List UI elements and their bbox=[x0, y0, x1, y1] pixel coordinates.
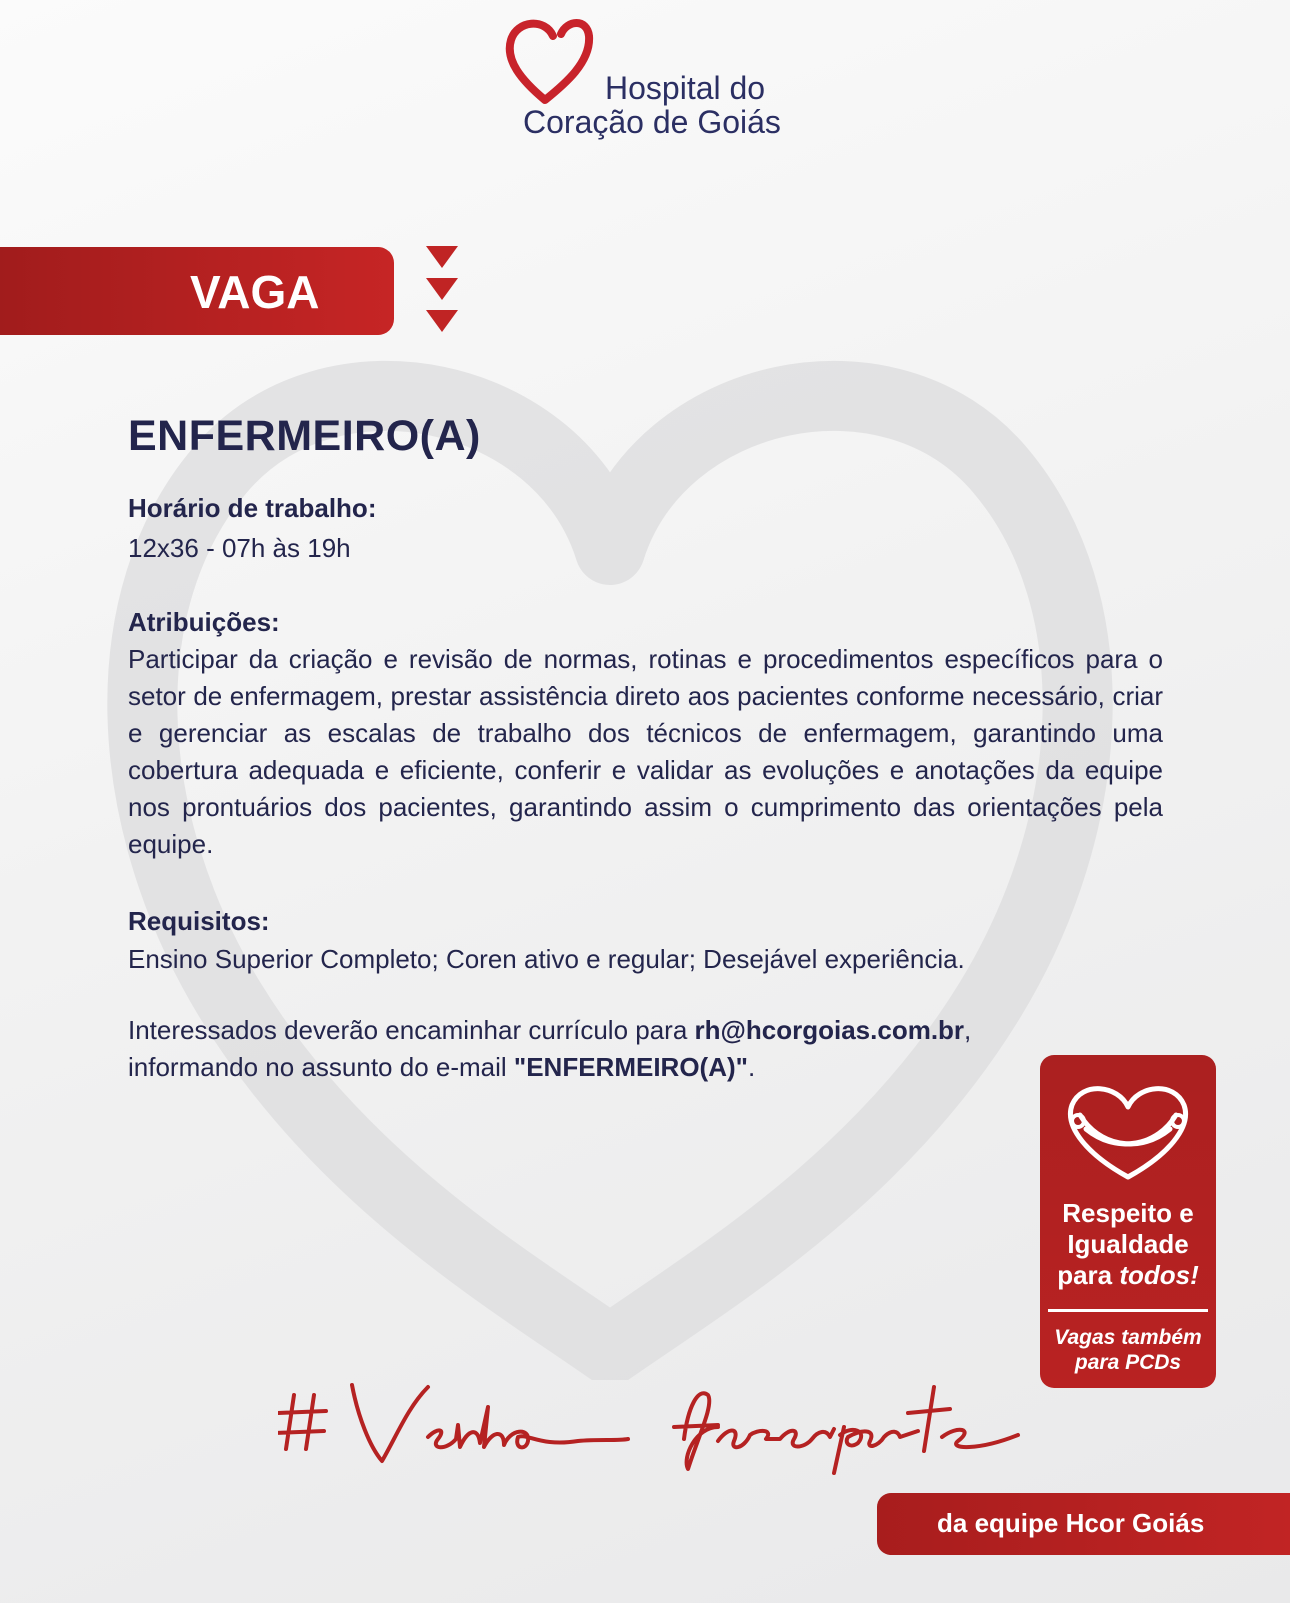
contact-subject-intro: informando no assunto do e-mail bbox=[128, 1052, 514, 1082]
contact-comma: , bbox=[964, 1015, 972, 1045]
job-title: ENFERMEIRO(A) bbox=[128, 412, 481, 460]
schedule-value: 12x36 - 07h às 19h bbox=[128, 533, 351, 563]
badge-line2: Igualdade bbox=[1067, 1229, 1189, 1259]
badge-title bbox=[1040, 1198, 1216, 1291]
badge-line3a: para bbox=[1057, 1260, 1120, 1290]
heart-icon bbox=[505, 14, 605, 109]
badge-divider bbox=[1048, 1309, 1208, 1312]
contact-period: . bbox=[747, 1052, 756, 1082]
slogan-handwriting bbox=[278, 1377, 1038, 1477]
hug-heart-icon bbox=[1058, 1075, 1198, 1185]
vaga-tab bbox=[0, 247, 394, 335]
badge-line1: Respeito e bbox=[1062, 1198, 1194, 1228]
contact-email-link[interactable]: rh@hcorgoias.com.br bbox=[694, 1015, 965, 1045]
badge-line3b: todos! bbox=[1119, 1260, 1199, 1290]
duties-text: Participar da criação e revisão de normas, rotinas e procedimentos específicos para o setor de enfermagem, prestar assistência direto aos pacientes conforme necessário, criar e gerenciar as escalas de trabalho dos técnicos de enfermagem, garantindo uma cobertura adequada e eficiente, conferir e validar as evoluções e anotações da equipe nos prontuários dos pacientes, garantindo assim o cumprimento das orientações pela equipe. bbox=[128, 644, 1163, 859]
duties-label: Atribuições: bbox=[128, 607, 280, 637]
contact-text bbox=[128, 1012, 1168, 1086]
equality-badge bbox=[1040, 1055, 1216, 1388]
logo-text-line2: Coração de Goiás bbox=[523, 104, 781, 140]
hospital-logo bbox=[505, 14, 795, 144]
requirements-text: Ensino Superior Completo; Coren ativo e regular; Desejável experiência. bbox=[128, 944, 965, 974]
contact-intro: Interessados deverão encaminhar currículo para bbox=[128, 1015, 695, 1045]
footer-tab bbox=[877, 1493, 1290, 1555]
badge-line4: Vagas também bbox=[1054, 1326, 1202, 1349]
schedule-label: Horário de trabalho: bbox=[128, 493, 377, 523]
down-arrows-icon bbox=[424, 244, 460, 340]
footer-label: da equipe Hcor Goiás bbox=[937, 1508, 1205, 1538]
contact-subject: "ENFERMEIRO(A)" bbox=[513, 1052, 748, 1082]
logo-text-line1: Hospital do bbox=[605, 70, 766, 106]
vaga-label: VAGA bbox=[190, 266, 320, 318]
badge-line5: para PCDs bbox=[1074, 1351, 1182, 1374]
requirements-label: Requisitos: bbox=[128, 906, 270, 936]
badge-subtitle bbox=[1040, 1325, 1216, 1375]
